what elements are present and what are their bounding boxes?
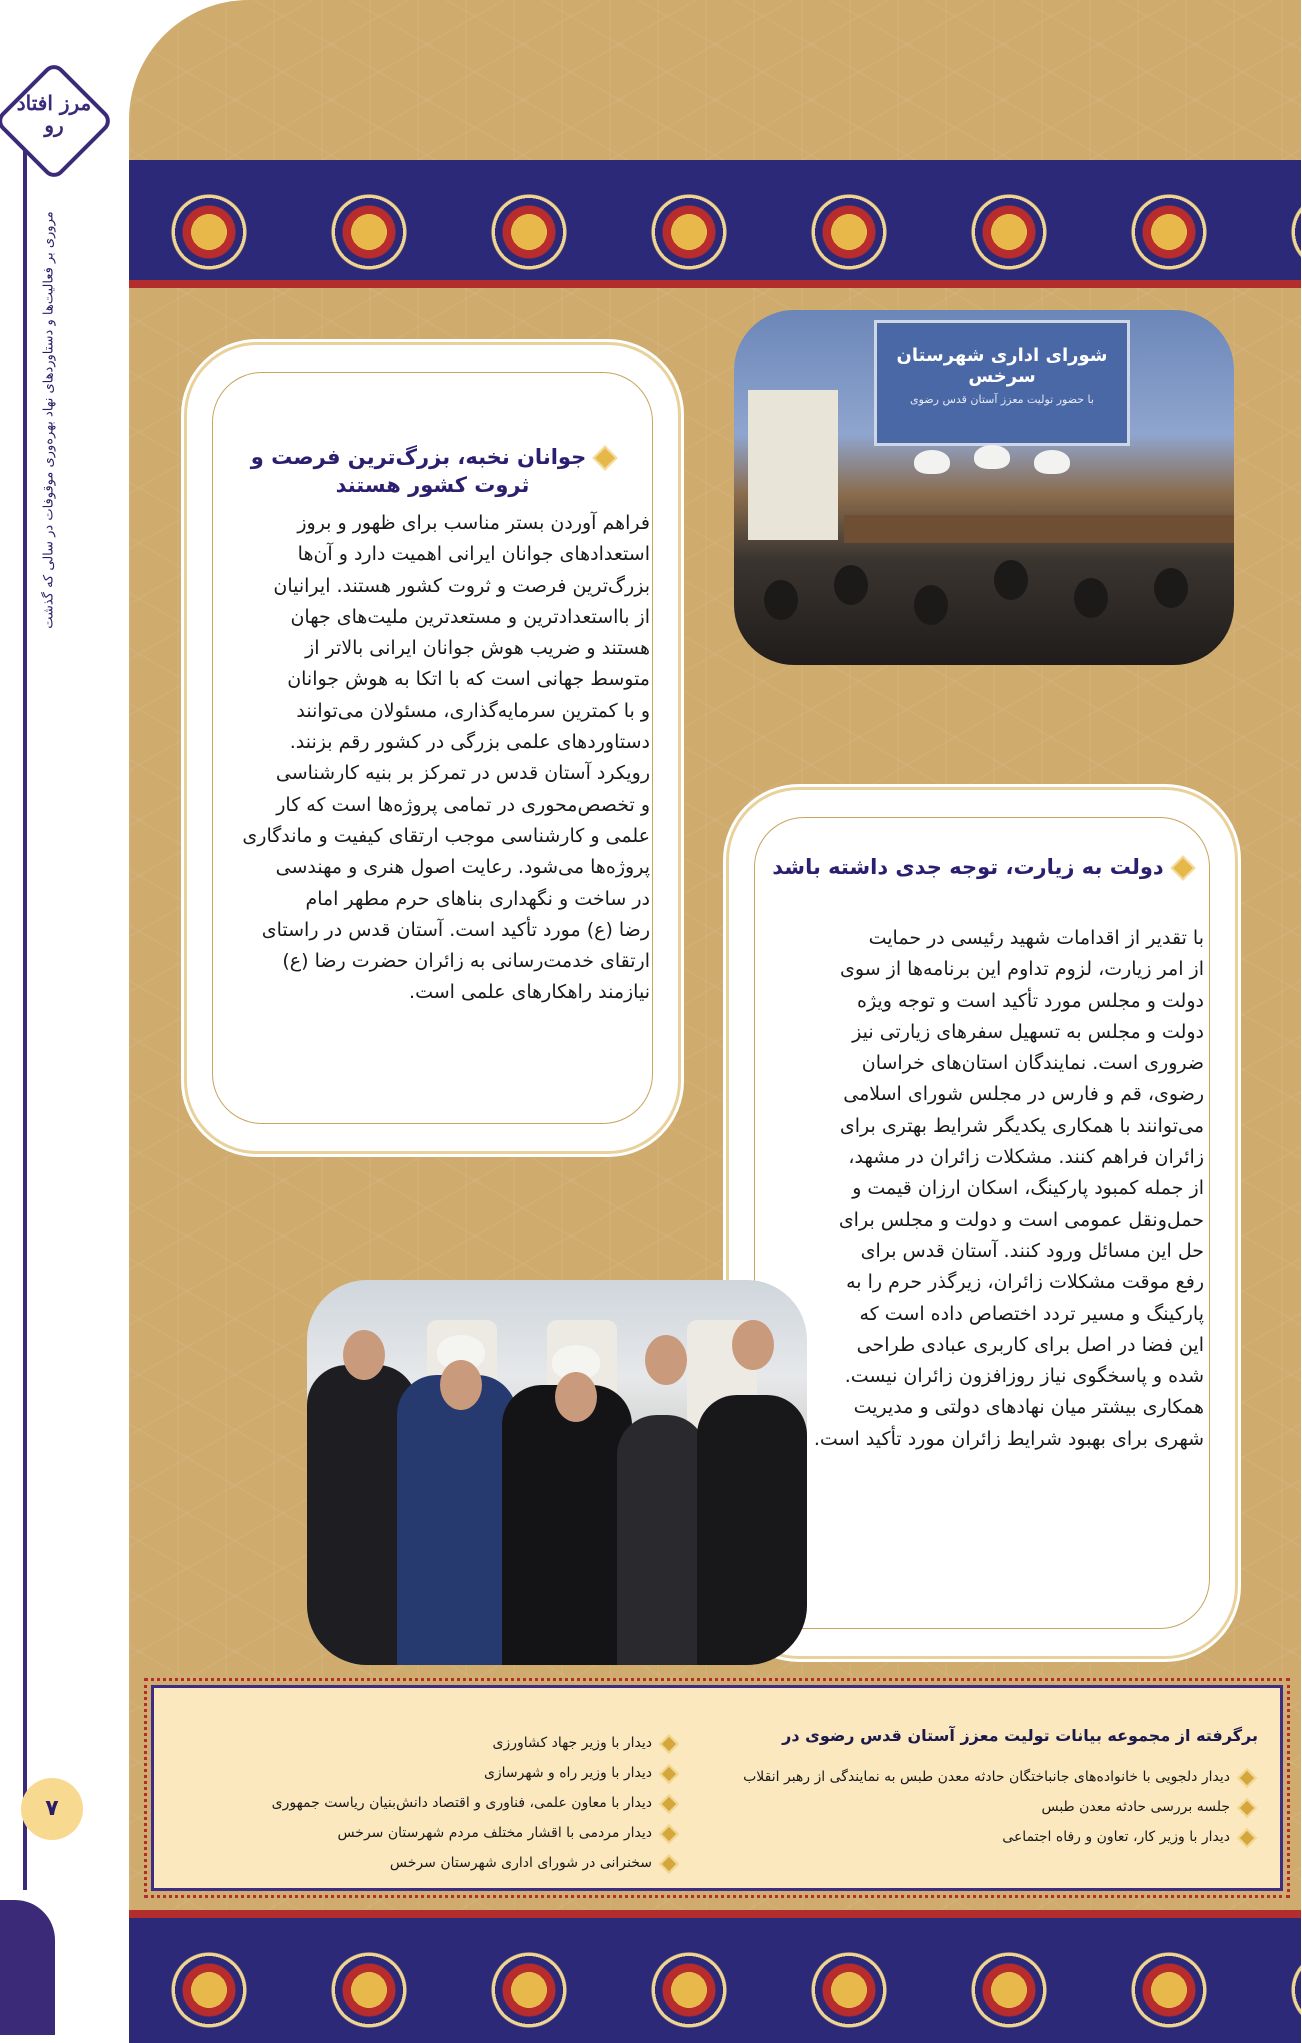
person [698, 1395, 808, 1665]
panel-title: برگرفته از مجموعه بیانات تولیت معزز آستان قدس رضوی در [783, 1726, 1259, 1745]
article-right-line: حل این مسائل ورود کنند. آستان قدس برای [861, 1239, 1205, 1262]
page-background [130, 0, 1302, 2035]
audience-head [765, 580, 799, 620]
running-title [30, 180, 70, 660]
article-left-frame [188, 345, 679, 1151]
article-left-line: بزرگ‌ترین فرصت و ثروت کشور هستند. ایرانیان [274, 574, 651, 597]
article-left-line: هستند و ضریب هوش جوانان ایرانی بالاتر از [306, 637, 651, 660]
ornament-band-top [130, 160, 1302, 288]
article-right-line: حمل‌ونقل عمومی است و دولت و مجلس برای [839, 1208, 1205, 1231]
article-right-line: دولت و مجلس مورد تأکید است و توجه ویژه [858, 989, 1205, 1012]
sidebar-bottom-band [0, 1900, 56, 2035]
article-right-line: همکاری بیشتر میان نهادهای دولتی و مدیریت [854, 1396, 1205, 1419]
logo-text: مرز افتاد رو [17, 91, 93, 137]
article-left-line: متوسط جهانی است که با اتکا به هوش جوانان [288, 668, 651, 691]
running-title-text: مروری بر فعالیت‌ها و دستاوردهای نهاد بهره‌وری موقوفات در سالی که گذشت [42, 211, 58, 629]
article-right-line: دولت و مجلس به تسهیل سفرهای زیارتی نیز [853, 1020, 1205, 1043]
panel-list-item: دیدار با معاون علمی، فناوری و اقتصاد دانش‌بنیان ریاست جمهوری [201, 1792, 681, 1814]
article-right-line: شده و پاسخگوی نیاز روزافزون زائران نیست. [845, 1365, 1205, 1388]
person [503, 1385, 633, 1665]
audience-head [915, 585, 949, 625]
article-left-line: پروژه‌ها می‌شود. رعایت اصول هنری و مهندسی [276, 856, 651, 879]
person-face [733, 1320, 775, 1370]
page-number: ۷ [22, 1778, 84, 1840]
sidebar [0, 0, 130, 2035]
article-right-line: رفع موقت مشکلات زائران، زیرگذر حرم را به [847, 1271, 1205, 1294]
article-left-line: ارتقای خدمت‌رسانی به زائران حضرت رضا (ع) [283, 950, 651, 973]
panel-list-item: دیدار با وزیر کار، تعاون و رفاه اجتماعی [739, 1826, 1259, 1848]
article-right-line: پارکینگ و مسیر تردد اختصاص داده است که [860, 1302, 1205, 1325]
article-right-line: شهری برای بهبود شرایط زائران مورد تأکید است. [814, 1427, 1205, 1450]
screen-title: شورای اداری شهرستان سرخس [897, 345, 1109, 387]
audience-head [835, 565, 869, 605]
ornament-band-bottom [130, 1910, 1302, 2043]
diamond-icon [1171, 855, 1196, 880]
screen-subtitle: با حضور تولیت معزز آستان قدس رضوی [911, 393, 1095, 406]
article-left-line: فراهم آوردن بستر مناسب برای ظهور و بروز [298, 512, 651, 534]
person-face [344, 1330, 386, 1380]
meeting-screen [875, 320, 1131, 446]
article-left-body [216, 508, 651, 1009]
article-right-line: از امر زیارت، لزوم تداوم این برنامه‌ها از سوی [841, 958, 1205, 981]
panel-right-list [739, 1766, 1259, 1856]
sidebar-line [24, 150, 28, 1890]
panel-list-item: دیدار با وزیر جهاد کشاورزی [201, 1732, 681, 1754]
person [398, 1375, 518, 1665]
meeting-banner [749, 390, 839, 540]
diamond-icon [593, 445, 618, 470]
panel-list-item: دیدار با وزیر راه و شهرسازی [201, 1762, 681, 1784]
article-right-heading [773, 853, 1193, 881]
article-left-line: و تخصص‌محوری در تمامی پروژه‌ها است که کار [277, 793, 651, 816]
article-left-line: رضا (ع) مورد تأکید است. آستان قدس در راستای [262, 918, 651, 941]
article-right-line: رضوی، قم و فارس در مجلس شورای اسلامی [844, 1083, 1205, 1106]
article-left-line: در ساخت و نگهداری بناهای حرم مطهر امام [306, 887, 651, 910]
article-right-line: با تقدیر از اقدامات شهید رئیسی در حمایت [869, 927, 1205, 949]
panel-list-item: دیدار دلجویی با خانواده‌های جانباختگان حادثه معدن طبس به نمایندگی از رهبر انقلاب [739, 1766, 1259, 1788]
person-face [646, 1335, 688, 1385]
article-right-line: ضروری است. نمایندگان استان‌های خراسان [862, 1052, 1205, 1075]
panel-left-list [201, 1732, 681, 1882]
article-left-heading [231, 443, 636, 499]
walking-group-photo [308, 1280, 808, 1665]
person [618, 1415, 708, 1665]
article-right-line: از جمله کمبود پارکینگ، اسکان ارزان قیمت و [853, 1177, 1205, 1200]
article-right-line: این فضا در اصل برای کاربری عبادی طراحی [857, 1333, 1205, 1356]
cleric-turban [1035, 450, 1071, 474]
article-left-line: دستاوردهای علمی بزرگی در کشور رقم بزنند. [290, 731, 651, 754]
audience-head [1155, 568, 1189, 608]
audience-head [1075, 578, 1109, 618]
article-left-heading-text: جوانان نخبه، بزرگ‌ترین فرصت و ثروت کشور هستند [251, 445, 588, 497]
article-left-line: علمی و کارشناسی موجب ارتقای کیفیت و ماندگاری [243, 824, 651, 847]
summary-panel [152, 1685, 1284, 1891]
meeting-photo [735, 310, 1235, 665]
article-left-line: استعدادهای جوانان ایرانی اهمیت دارد و آن‌ها [298, 543, 651, 566]
meeting-table [845, 515, 1235, 543]
article-left-line: و با کمترین سرمایه‌گذاری، مسئولان می‌توانند [297, 699, 651, 722]
cleric-turban [915, 450, 951, 474]
person-face [556, 1372, 598, 1422]
article-left-line: نیازمند راهکارهای علمی است. [410, 981, 651, 1004]
article-right-line: زائران فراهم کنند. مشکلات زائران در مشهد، [849, 1146, 1205, 1169]
article-right-body [761, 923, 1205, 1455]
cleric-turban [975, 445, 1011, 469]
person-face [441, 1360, 483, 1410]
panel-list-item: جلسه بررسی حادثه معدن طبس [739, 1796, 1259, 1818]
article-left-line: از بااستعدادترین و مستعدترین ملیت‌های جهان [291, 605, 651, 628]
audience-head [995, 560, 1029, 600]
article-left-line: رویکرد آستان قدس در تمرکز بر بنیه کارشناسی [276, 762, 651, 785]
article-right-heading-text: دولت به زیارت، توجه جدی داشته باشد [773, 855, 1165, 879]
panel-list-item: دیدار مردمی با اقشار مختلف مردم شهرستان سرخس [201, 1822, 681, 1844]
panel-list-item: سخنرانی در شورای اداری شهرستان سرخس [201, 1852, 681, 1874]
article-right-line: می‌توانند با همکاری یکدیگر شرایط بهتری برای [840, 1114, 1205, 1137]
